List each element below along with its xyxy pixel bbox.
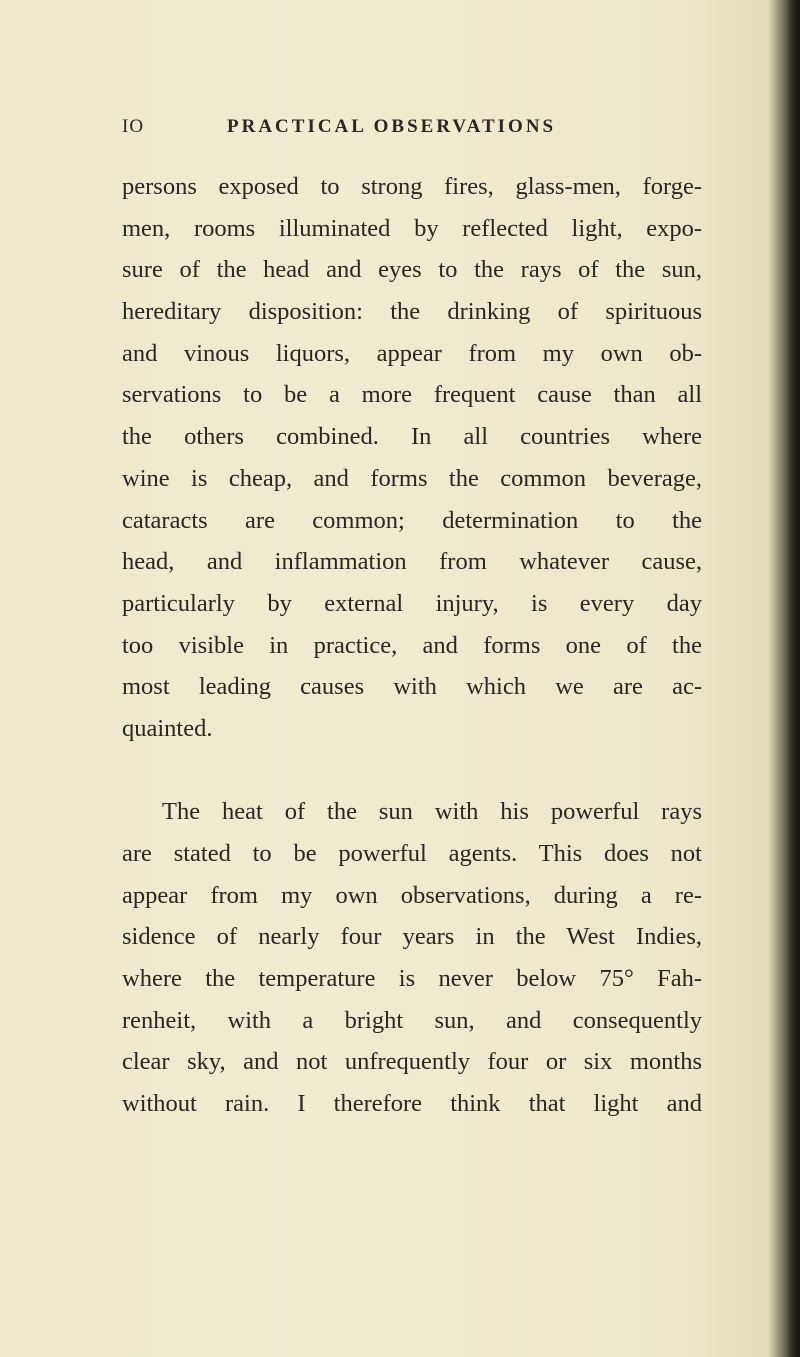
text-line: where the temperature is never below 75° Fah- <box>122 965 702 993</box>
text-line: servations to be a more frequent cause than all <box>122 381 702 409</box>
text-line: and vinous liquors, appear from my own ob- <box>122 339 702 367</box>
text-line: head, and inflammation from whatever cause, <box>122 548 702 576</box>
text-line: appear from my own observations, during a re- <box>122 881 702 909</box>
paragraph-2 <box>122 791 702 1125</box>
text-line: particularly by external injury, is every day <box>122 589 702 617</box>
running-head: PRACTICAL OBSERVATIONS <box>227 116 557 137</box>
text-line: sidence of nearly four years in the West Indies, <box>122 923 702 951</box>
text-line: hereditary disposition: the drinking of spirituous <box>122 298 702 326</box>
text-line: cataracts are common; determination to the <box>122 506 702 534</box>
page-edge-shadow <box>786 0 800 1357</box>
text-line: the others combined. In all countries where <box>122 423 702 451</box>
text-line: men, rooms illuminated by reflected light, expo- <box>122 214 702 242</box>
page-number: IO <box>122 116 145 137</box>
text-line: wine is cheap, and forms the common beverage, <box>122 464 702 492</box>
text-line: sure of the head and eyes to the rays of the sun, <box>122 256 702 284</box>
text-line: are stated to be powerful agents. This does not <box>122 840 702 867</box>
text-line: renheit, with a bright sun, and consequently <box>122 1006 702 1034</box>
text-line: quainted. <box>122 714 213 742</box>
text-line: most leading causes with which we are ac- <box>122 673 702 701</box>
text-line: clear sky, and not unfrequently four or six months <box>122 1048 702 1076</box>
text-line: The heat of the sun with his powerful rays <box>162 798 702 826</box>
page-header <box>122 116 702 146</box>
text-line: too visible in practice, and forms one of the <box>122 631 702 659</box>
text-line: without rain. I therefore think that light and <box>122 1090 702 1118</box>
body-text <box>122 166 702 1125</box>
paragraph-gap <box>122 750 702 792</box>
text-line: persons exposed to strong fires, glass-men, forge- <box>122 173 702 200</box>
paragraph-1 <box>122 166 702 750</box>
